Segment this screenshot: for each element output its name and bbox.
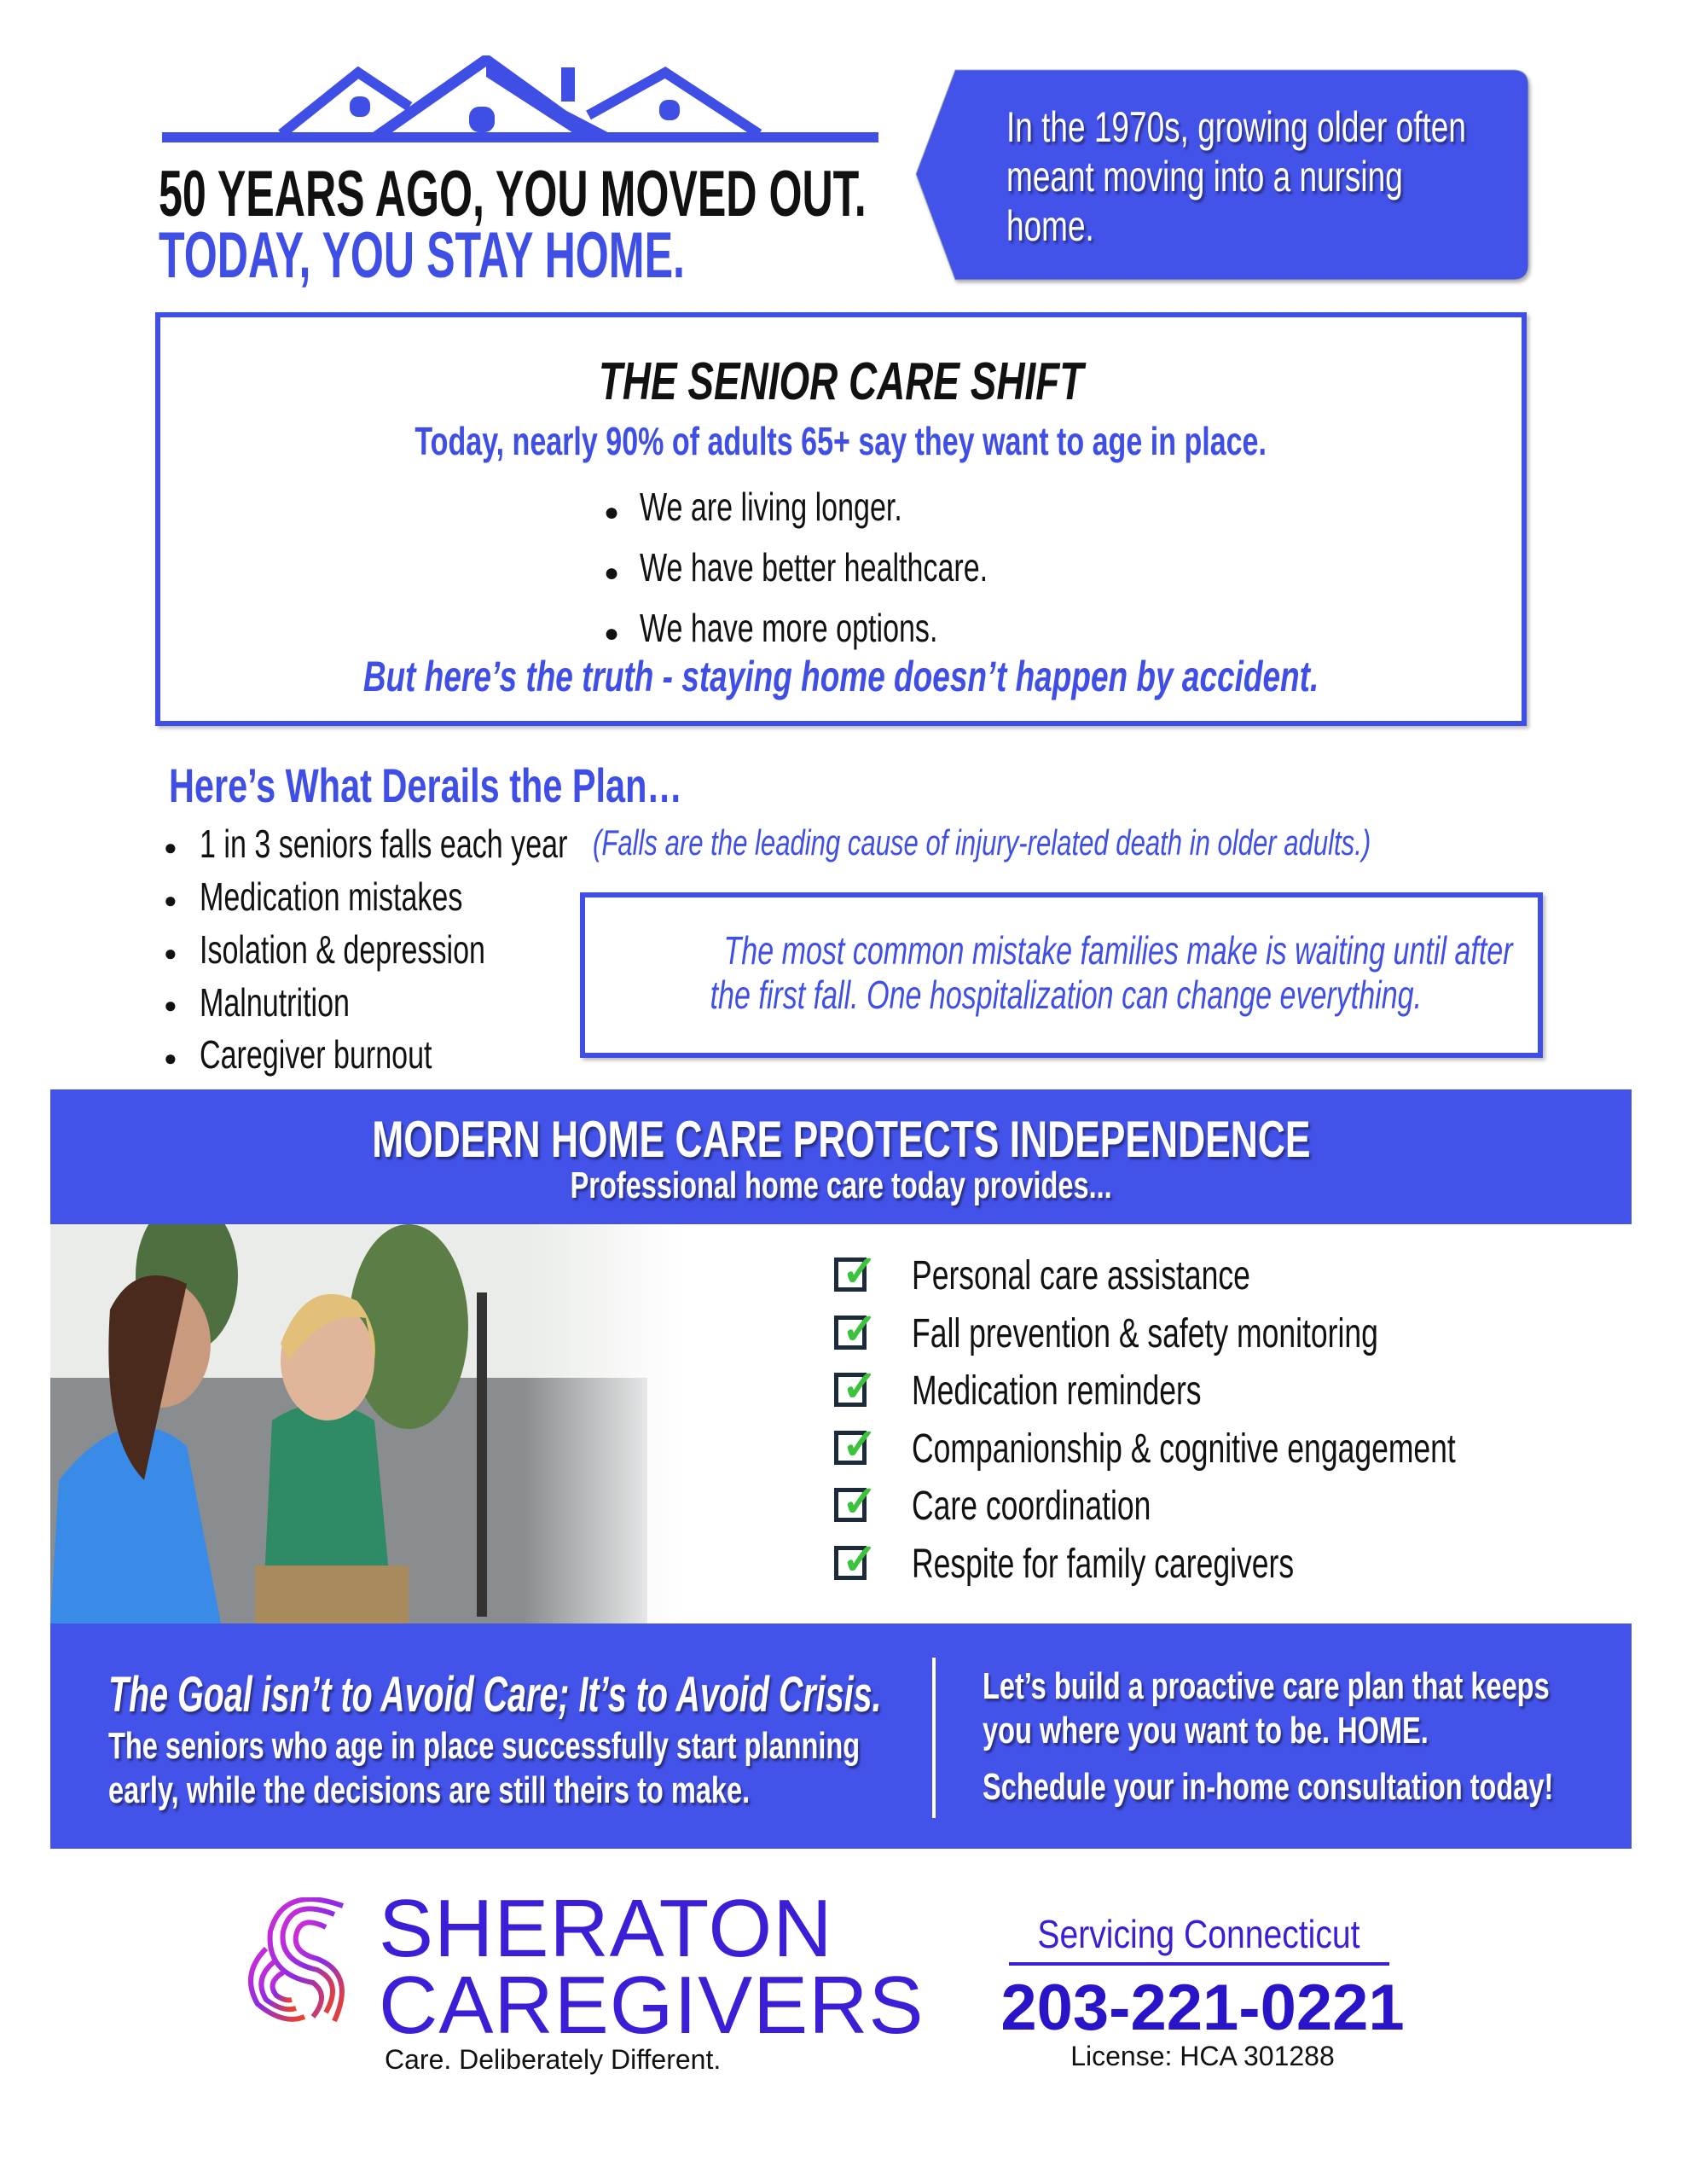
list-item: ● 1 in 3 seniors falls each year: [164, 822, 568, 866]
divider: [932, 1658, 936, 1818]
goal-heading: The Goal isn’t to Avoid Care; It’s to Avoid Crisis.: [108, 1667, 882, 1722]
list-item: ● Malnutrition: [164, 979, 350, 1025]
checkbox-checked-icon: ✓: [834, 1488, 867, 1522]
derails-heading: Here’s What Derails the Plan…: [169, 758, 682, 812]
list-item: ● Caregiver burnout: [164, 1032, 432, 1077]
bullet-item: ● We have better healthcare.: [604, 545, 988, 590]
services-checklist: ✓ Personal care assistance ✓ Fall prevention & safety monitoring ✓ Medication reminders ✓ Companionship & cognitive engagement ✓ Care coordination ✓ Respite for family caregivers: [834, 1258, 1602, 1616]
modern-subtitle: Professional home care today provides...: [570, 1165, 1112, 1206]
callout-text: In the 1970s, growing older often meant moving into a nursing home.: [1006, 103, 1466, 250]
license-number: License: HCA 301288: [1070, 2041, 1335, 2071]
headline-line2: TODAY, YOU STAY HOME.: [159, 219, 685, 292]
bullet-item: ● We have more options.: [604, 606, 938, 650]
falls-note: (Falls are the leading cause of injury-related death in older adults.): [593, 822, 1371, 863]
warning-box: [580, 892, 1543, 1058]
phone-number[interactable]: 203-221-0221: [1000, 1972, 1405, 2044]
shift-closing: But here’s the truth - staying home doesn’t happen by accident.: [362, 653, 1319, 700]
goal-cta: Let’s build a proactive care plan that keeps you where you want to be. HOME. Schedule your in-home consultation today!: [983, 1665, 1554, 1808]
service-area-underline: [1009, 1962, 1389, 1966]
checkbox-checked-icon: ✓: [834, 1258, 867, 1292]
checkbox-checked-icon: ✓: [834, 1546, 867, 1580]
house-roof-icon: [162, 55, 878, 149]
goal-body: The seniors who age in place successfully start planning early, while the decisions are still theirs to make.: [108, 1725, 861, 1811]
senior-care-shift-box: [155, 312, 1527, 726]
service-area: Servicing Connecticut: [1036, 1912, 1360, 1956]
goal-banner: [50, 1623, 1632, 1849]
tagline: Care. Deliberately Different.: [385, 2044, 722, 2075]
bullet-item: ● We are living longer.: [604, 485, 902, 529]
sheraton-s-logo-icon: [232, 1897, 360, 2025]
list-item: ● Isolation & depression: [164, 926, 485, 972]
shift-title: THE SENIOR CARE SHIFT: [598, 352, 1084, 411]
checkbox-checked-icon: ✓: [834, 1316, 867, 1350]
list-item: ● Medication mistakes: [164, 874, 463, 919]
modern-title: MODERN HOME CARE PROTECTS INDEPENDENCE: [371, 1111, 1311, 1168]
checkbox-checked-icon: ✓: [834, 1431, 867, 1465]
brand-name: SHERATON CAREGIVERS: [379, 1883, 925, 2051]
caregiver-senior-photo: [50, 1224, 681, 1623]
shift-bullets: [604, 479, 1110, 661]
warning-text: The most common mistake families make is waiting until after the first fall. One hospitalization can change everything.: [710, 928, 1513, 1017]
shift-subtitle: Today, nearly 90% of adults 65+ say they want to age in place.: [415, 419, 1267, 463]
checkbox-checked-icon: ✓: [834, 1373, 867, 1407]
headline-line1: 50 YEARS AGO, YOU MOVED OUT.: [159, 158, 867, 230]
modern-care-banner: [50, 1089, 1632, 1224]
